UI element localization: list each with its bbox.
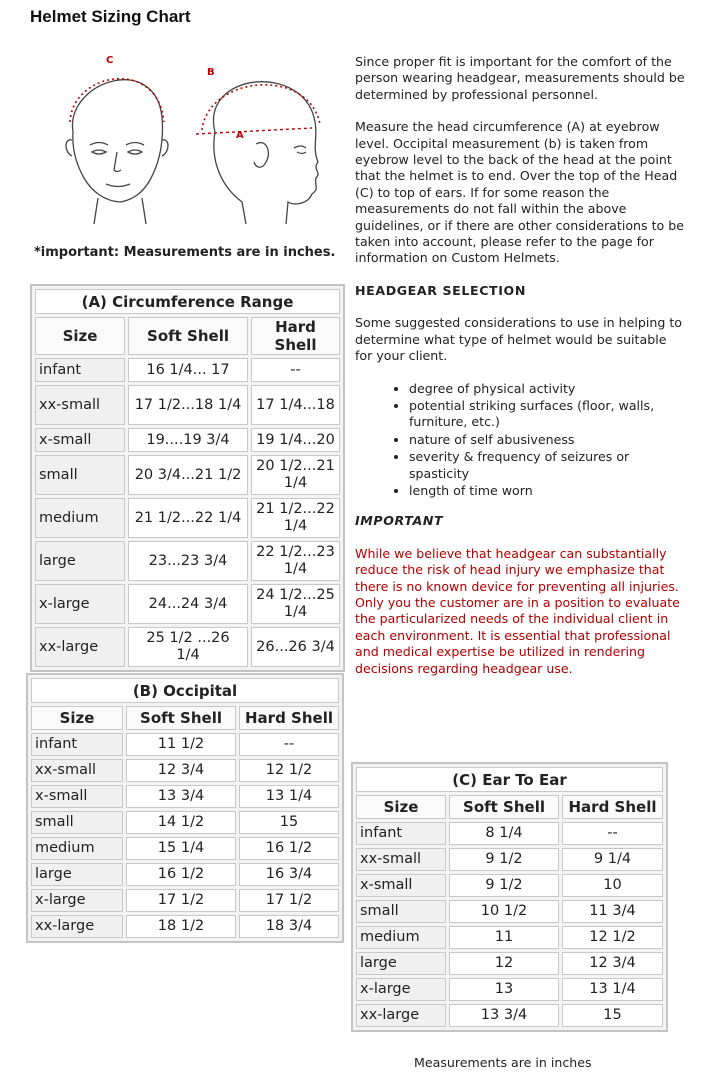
table-row — [35, 627, 340, 667]
hard-cell: 18 3/4 — [239, 915, 339, 938]
hard-cell: 24 1/2...25 1/4 — [251, 584, 340, 624]
hard-cell: 12 1/2 — [562, 926, 663, 949]
hard-cell: -- — [251, 358, 340, 382]
column-header-soft: Soft Shell — [449, 795, 559, 819]
column-header-soft: Soft Shell — [128, 317, 248, 355]
list-item: • severity & frequency of seizures or spasticity — [409, 449, 685, 482]
label-c: C — [106, 55, 114, 66]
size-cell: small — [31, 811, 123, 834]
table-row — [356, 1004, 663, 1027]
circumference-measure-line — [196, 128, 312, 134]
table-row — [35, 385, 340, 425]
head-diagram-svg — [50, 52, 350, 230]
soft-cell: 25 1/2 ...26 1/4 — [128, 627, 248, 667]
ear-to-ear-table — [351, 762, 668, 1032]
size-cell: medium — [356, 926, 446, 949]
list-item: • degree of physical activity — [409, 381, 685, 397]
size-cell: x-large — [356, 978, 446, 1001]
soft-cell: 16 1/2 — [126, 863, 236, 886]
table-caption: (C) Ear To Ear — [356, 767, 663, 792]
table-row — [31, 837, 339, 860]
size-cell: x-small — [35, 428, 125, 452]
table-row — [356, 926, 663, 949]
hard-cell: 22 1/2...23 1/4 — [251, 541, 340, 581]
hard-cell: 17 1/2 — [239, 889, 339, 912]
size-cell: infant — [35, 358, 125, 382]
measure-paragraph: Measure the head circumference (A) at eyebrow level. Occipital measurement (b) is taken from eyebrow level to the back of the head at the point that the helmet is to end. Over the top of the Head (C) to top of ears. If for some reason the measurements do not fall within the above guidelines, or if there are other considerations to be taken into account, please refer to the page for information on Custom Helmets. — [355, 119, 684, 266]
size-cell: x-small — [31, 785, 123, 808]
occipital-table — [26, 673, 344, 943]
hard-cell: 15 — [239, 811, 339, 834]
soft-cell: 13 — [449, 978, 559, 1001]
table-row — [31, 863, 339, 886]
soft-cell: 20 3/4...21 1/2 — [128, 455, 248, 495]
hard-cell: 11 3/4 — [562, 900, 663, 923]
hard-cell: 17 1/4...18 — [251, 385, 340, 425]
hard-cell: 12 1/2 — [239, 759, 339, 782]
hard-cell: 16 1/2 — [239, 837, 339, 860]
soft-cell: 11 1/2 — [126, 733, 236, 756]
soft-cell: 12 — [449, 952, 559, 975]
page-title: Helmet Sizing Chart — [30, 7, 191, 26]
size-cell: xx-small — [31, 759, 123, 782]
column-header-size: Size — [35, 317, 125, 355]
table-row — [356, 822, 663, 845]
table-row — [31, 811, 339, 834]
hard-cell: 13 1/4 — [562, 978, 663, 1001]
table-row — [35, 455, 340, 495]
front-head-drawing — [66, 80, 168, 224]
table-row — [35, 428, 340, 452]
table-row — [31, 889, 339, 912]
table-row — [35, 498, 340, 538]
soft-cell: 10 1/2 — [449, 900, 559, 923]
info-column — [355, 54, 685, 693]
soft-cell: 17 1/2 — [126, 889, 236, 912]
soft-cell: 8 1/4 — [449, 822, 559, 845]
table-row — [356, 978, 663, 1001]
table-row — [356, 952, 663, 975]
size-cell: large — [31, 863, 123, 886]
footer-note: Measurements are in inches — [414, 1055, 592, 1070]
soft-cell: 19....19 3/4 — [128, 428, 248, 452]
label-b: B — [207, 67, 215, 78]
size-cell: large — [356, 952, 446, 975]
hard-cell: 10 — [562, 874, 663, 897]
soft-cell: 21 1/2...22 1/4 — [128, 498, 248, 538]
column-header-hard: Hard Shell — [239, 706, 339, 730]
soft-cell: 13 3/4 — [449, 1004, 559, 1027]
table-row — [31, 759, 339, 782]
table-row — [35, 541, 340, 581]
hard-cell: 13 1/4 — [239, 785, 339, 808]
size-cell: medium — [31, 837, 123, 860]
size-cell: xx-large — [35, 627, 125, 667]
table-row — [31, 733, 339, 756]
size-cell: xx-small — [356, 848, 446, 871]
head-measurement-diagram — [50, 52, 350, 230]
size-cell: x-small — [356, 874, 446, 897]
column-header-soft: Soft Shell — [126, 706, 236, 730]
hard-cell: 12 3/4 — [562, 952, 663, 975]
table-caption: (B) Occipital — [31, 678, 339, 703]
table-row — [356, 874, 663, 897]
size-cell: xx-large — [31, 915, 123, 938]
column-header-hard: Hard Shell — [562, 795, 663, 819]
hard-cell: 16 3/4 — [239, 863, 339, 886]
column-header-size: Size — [356, 795, 446, 819]
soft-cell: 16 1/4... 17 — [128, 358, 248, 382]
size-cell: infant — [356, 822, 446, 845]
table-row — [356, 900, 663, 923]
label-a: A — [236, 130, 244, 141]
size-cell: xx-large — [356, 1004, 446, 1027]
soft-cell: 17 1/2...18 1/4 — [128, 385, 248, 425]
occipital-measure-line — [202, 85, 320, 130]
intro-paragraph: Since proper fit is important for the comfort of the person wearing headgear, measurements should be determined by professional personnel. — [355, 54, 685, 102]
table-row — [35, 584, 340, 624]
column-header-size: Size — [31, 706, 123, 730]
hard-cell: 19 1/4...20 — [251, 428, 340, 452]
table-caption: (A) Circumference Range — [35, 289, 340, 314]
size-cell: small — [356, 900, 446, 923]
column-header-hard: Hard Shell — [251, 317, 340, 355]
hard-cell: 26...26 3/4 — [251, 627, 340, 667]
important-heading: IMPORTANT — [355, 513, 444, 529]
soft-cell: 18 1/2 — [126, 915, 236, 938]
list-item: • length of time worn — [409, 483, 685, 499]
size-cell: large — [35, 541, 125, 581]
size-cell: medium — [35, 498, 125, 538]
list-item: • potential striking surfaces (floor, walls, furniture, etc.) — [409, 398, 685, 431]
list-item: • nature of self abusiveness — [409, 432, 685, 448]
soft-cell: 9 1/2 — [449, 874, 559, 897]
important-paragraph: While we believe that headgear can substantially reduce the risk of head injury we emphasize that there is no known device for preventing all injuries. Only you the customer are in a position to evaluate the particularized needs of the individual client in each environment. It is essential that professional and medical expertise be utilized in rendering decisions regarding headgear use. — [355, 545, 680, 676]
size-cell: x-large — [35, 584, 125, 624]
soft-cell: 14 1/2 — [126, 811, 236, 834]
soft-cell: 11 — [449, 926, 559, 949]
table-row — [31, 785, 339, 808]
hard-cell: 21 1/2...22 1/4 — [251, 498, 340, 538]
soft-cell: 12 3/4 — [126, 759, 236, 782]
table-row — [31, 915, 339, 938]
headgear-selection-heading: HEADGEAR SELECTION — [355, 282, 526, 298]
hard-cell: -- — [562, 822, 663, 845]
hard-cell: 9 1/4 — [562, 848, 663, 871]
circumference-table — [30, 284, 345, 672]
size-cell: xx-small — [35, 385, 125, 425]
side-head-drawing — [214, 82, 318, 224]
soft-cell: 23...23 3/4 — [128, 541, 248, 581]
table-row — [356, 848, 663, 871]
soft-cell: 15 1/4 — [126, 837, 236, 860]
crown-measure-line — [70, 79, 164, 122]
considerations-list — [355, 381, 685, 500]
soft-cell: 9 1/2 — [449, 848, 559, 871]
size-cell: x-large — [31, 889, 123, 912]
hard-cell: -- — [239, 733, 339, 756]
size-cell: infant — [31, 733, 123, 756]
headgear-intro-paragraph: Some suggested considerations to use in helping to determine what type of helmet would be suitable for your client. — [355, 315, 683, 364]
soft-cell: 24...24 3/4 — [128, 584, 248, 624]
soft-cell: 13 3/4 — [126, 785, 236, 808]
size-cell: small — [35, 455, 125, 495]
measurement-note: *important: Measurements are in inches. — [34, 245, 336, 260]
hard-cell: 20 1/2...21 1/4 — [251, 455, 340, 495]
table-row — [35, 358, 340, 382]
hard-cell: 15 — [562, 1004, 663, 1027]
